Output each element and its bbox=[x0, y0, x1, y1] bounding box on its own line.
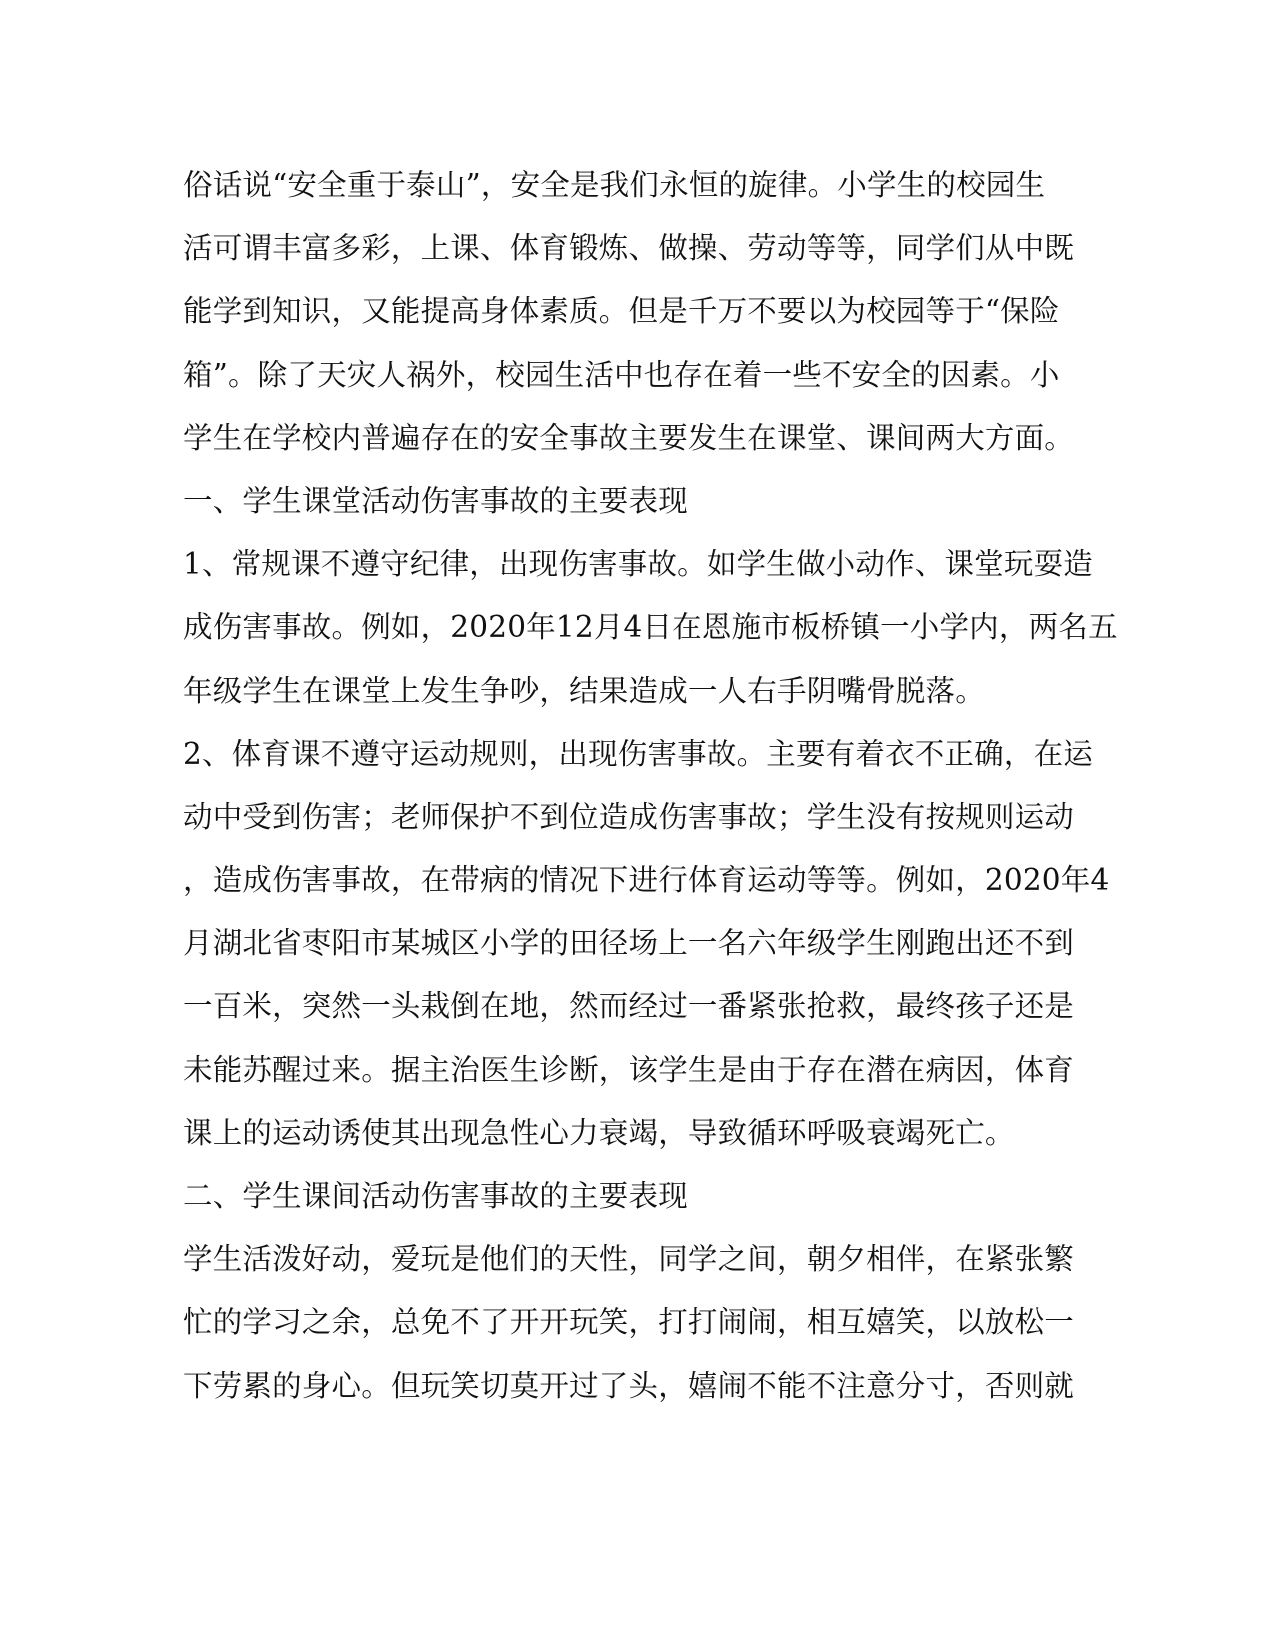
document-body bbox=[183, 160, 1118, 1424]
text-line: 未能苏醒过来。据主治医生诊断，该学生是由于存在潜在病因，体育 bbox=[183, 1052, 1075, 1087]
text-line: 1、常规课不遵守纪律，出现伤害事故。如学生做小动作、课堂玩耍造 bbox=[183, 547, 1093, 582]
section-heading: 一、学生课堂活动伤害事故的主要表现 bbox=[183, 483, 688, 518]
text-line: 下劳累的身心。但玩笑切莫开过了头，嬉闹不能不注意分寸，否则就 bbox=[183, 1368, 1075, 1403]
text-line: 俗话说“安全重于泰山”，安全是我们永恒的旋律。小学生的校园生 bbox=[183, 168, 1046, 202]
text-line: 忙的学习之余，总免不了开开玩笑，打打闹闹，相互嬉笑，以放松一 bbox=[183, 1305, 1075, 1340]
text-line: ，造成伤害事故，在带病的情况下进行体育运动等等。例如，2020年4 bbox=[183, 863, 1110, 898]
text-line: 动中受到伤害；老师保护不到位造成伤害事故；学生没有按规则运动 bbox=[183, 799, 1075, 834]
text-line: 能学到知识，又能提高身体素质。但是千万不要以为校园等于“保险 bbox=[183, 294, 1060, 329]
text-line: 学生在学校内普遍存在的安全事故主要发生在课堂、课间两大方面。 bbox=[183, 420, 1075, 455]
section-heading: 二、学生课间活动伤害事故的主要表现 bbox=[183, 1179, 688, 1213]
text-line: 学生活泼好动，爱玩是他们的天性，同学之间，朝夕相伴，在紧张繁 bbox=[183, 1242, 1075, 1277]
text-line: 2、体育课不遵守运动规则，出现伤害事故。主要有着衣不正确，在运 bbox=[183, 736, 1093, 771]
text-line: 一百米，突然一头栽倒在地，然而经过一番紧张抢救，最终孩子还是 bbox=[183, 989, 1075, 1024]
text-line: 成伤害事故。例如，2020年12月4日在恩施市板桥镇一小学内，两名五 bbox=[183, 610, 1118, 645]
text-line: 活可谓丰富多彩，上课、体育锻炼、做操、劳动等等，同学们从中既 bbox=[183, 231, 1075, 266]
text-line: 年级学生在课堂上发生争吵，结果造成一人右手阴嘴骨脱落。 bbox=[183, 673, 985, 708]
text-line: 月湖北省枣阳市某城区小学的田径场上一名六年级学生刚跑出还不到 bbox=[183, 926, 1075, 961]
text-line: 课上的运动诱使其出现急性心力衰竭，导致循环呼吸衰竭死亡。 bbox=[183, 1115, 1015, 1150]
text-line: 箱”。除了天灾人祸外，校园生活中也存在着一些不安全的因素。小 bbox=[183, 357, 1060, 392]
